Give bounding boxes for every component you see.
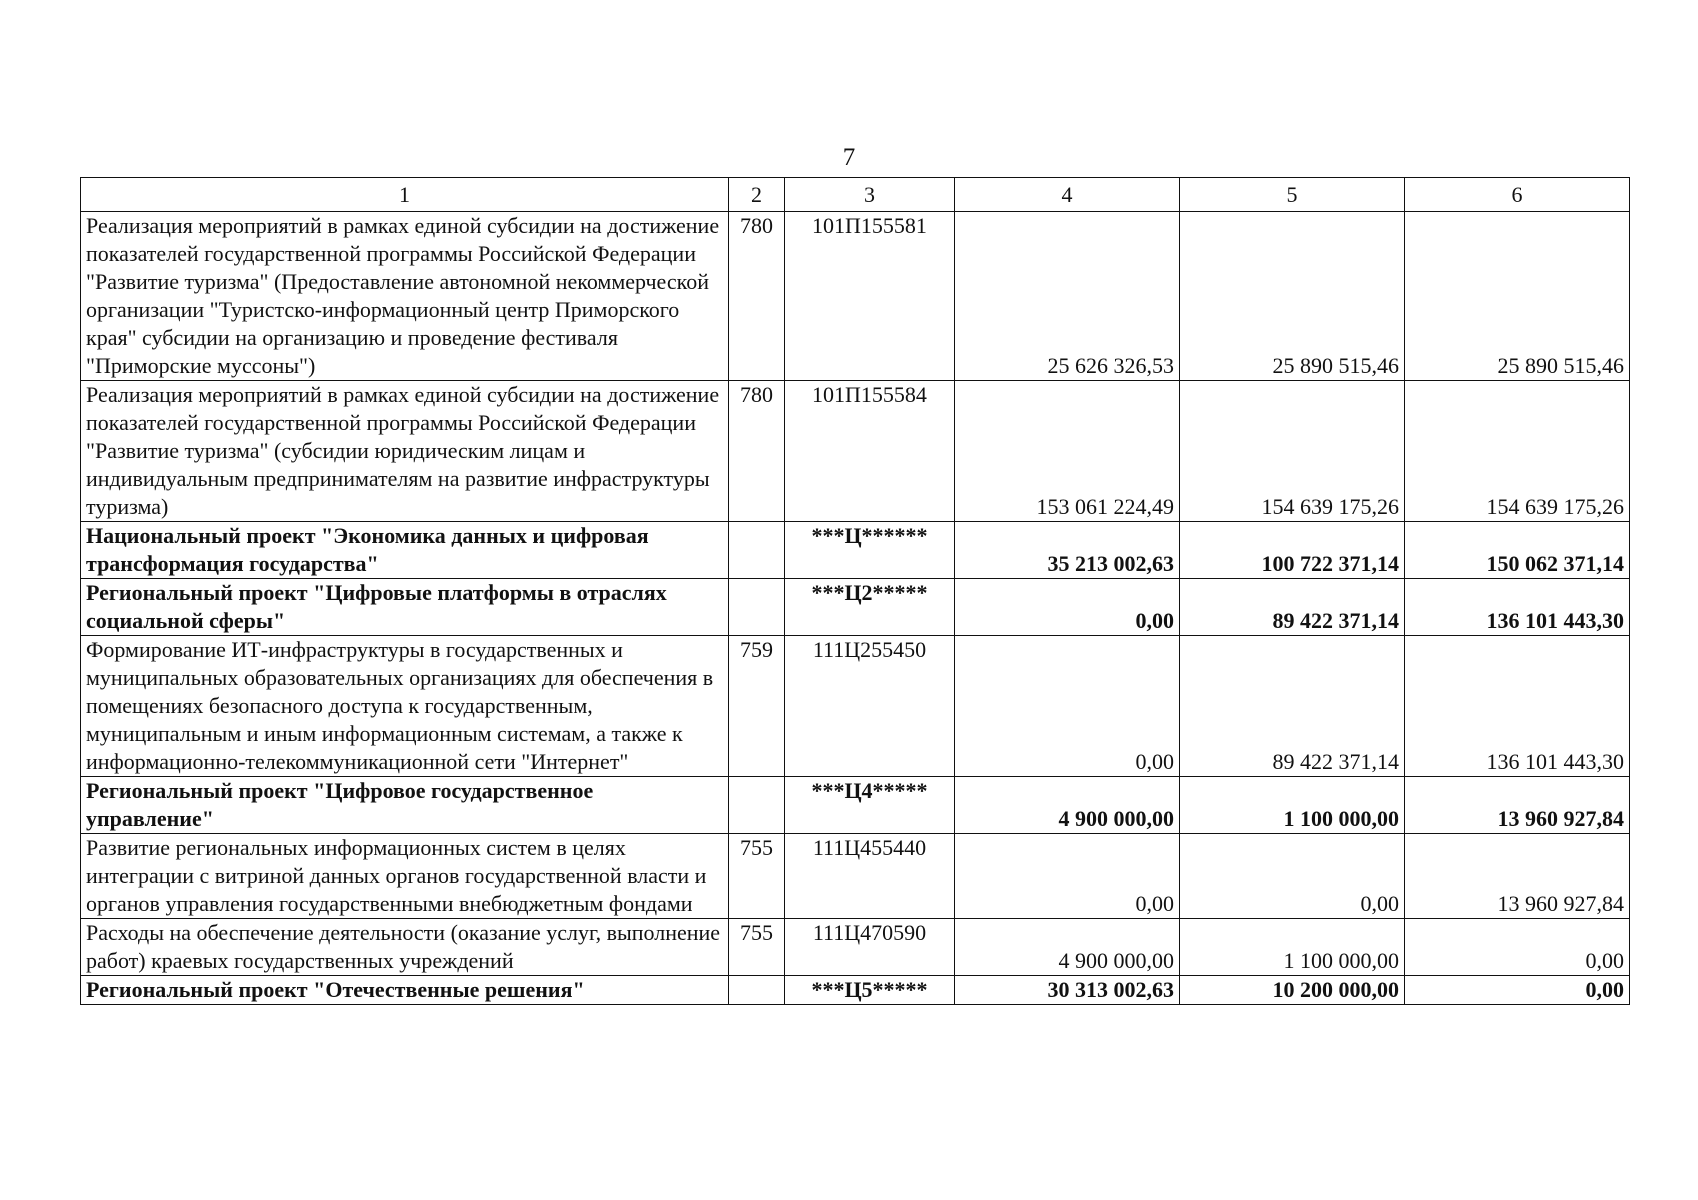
row-amount-col5: 89 422 371,14 [1180, 579, 1405, 636]
table-row [81, 919, 1630, 976]
row-amount-col4: 4 900 000,00 [955, 919, 1180, 976]
row-amount-col6: 150 062 371,14 [1405, 522, 1630, 579]
row-amount-col4: 153 061 224,49 [955, 381, 1180, 522]
row-target-article: 111Ц470590 [785, 919, 955, 976]
row-amount-col4: 0,00 [955, 636, 1180, 777]
row-amount-col4: 30 313 002,63 [955, 976, 1180, 1005]
row-amount-col4: 25 626 326,53 [955, 212, 1180, 381]
row-amount-col6: 0,00 [1405, 976, 1630, 1005]
table-row [81, 777, 1630, 834]
table-row [81, 522, 1630, 579]
row-code: 755 [729, 834, 785, 919]
row-amount-col5: 10 200 000,00 [1180, 976, 1405, 1005]
row-amount-col6: 154 639 175,26 [1405, 381, 1630, 522]
row-code [729, 579, 785, 636]
row-name: Региональный проект "Цифровое государственное управление" [81, 777, 729, 834]
row-code [729, 522, 785, 579]
row-amount-col5: 1 100 000,00 [1180, 777, 1405, 834]
row-amount-col5: 25 890 515,46 [1180, 212, 1405, 381]
row-amount-col6: 25 890 515,46 [1405, 212, 1630, 381]
row-name: Развитие региональных информационных систем в целях интеграции с витриной данных органов государственной власти и органов управления государственными внебюджетным фондами [81, 834, 729, 919]
row-amount-col6: 136 101 443,30 [1405, 579, 1630, 636]
table-row [81, 381, 1630, 522]
row-amount-col6: 13 960 927,84 [1405, 834, 1630, 919]
row-amount-col5: 154 639 175,26 [1180, 381, 1405, 522]
row-name: Региональный проект "Цифровые платформы в отраслях социальной сферы" [81, 579, 729, 636]
column-header-6: 6 [1405, 178, 1630, 212]
row-amount-col6: 13 960 927,84 [1405, 777, 1630, 834]
column-header-5: 5 [1180, 178, 1405, 212]
table-row [81, 212, 1630, 381]
row-target-article: 111Ц255450 [785, 636, 955, 777]
row-name: Национальный проект "Экономика данных и цифровая трансформация государства" [81, 522, 729, 579]
column-number-row [81, 178, 1630, 212]
table-row [81, 834, 1630, 919]
row-code: 780 [729, 212, 785, 381]
row-amount-col4: 0,00 [955, 834, 1180, 919]
row-amount-col4: 4 900 000,00 [955, 777, 1180, 834]
row-target-article: ***Ц5***** [785, 976, 955, 1005]
table-row [81, 636, 1630, 777]
row-code [729, 777, 785, 834]
row-target-article: 101П155584 [785, 381, 955, 522]
column-header-3: 3 [785, 178, 955, 212]
row-target-article: 101П155581 [785, 212, 955, 381]
row-name: Региональный проект "Отечественные решения" [81, 976, 729, 1005]
row-amount-col6: 136 101 443,30 [1405, 636, 1630, 777]
row-name: Формирование ИТ-инфраструктуры в государственных и муниципальных образовательных организациях для обеспечения в помещениях безопасного доступа к государственным, муниципальным и иным информационным системам, а также к информационно-телекоммуникационной сети "Интернет" [81, 636, 729, 777]
row-name: Расходы на обеспечение деятельности (оказание услуг, выполнение работ) краевых государственных учреждений [81, 919, 729, 976]
column-header-1: 1 [81, 178, 729, 212]
row-code [729, 976, 785, 1005]
row-amount-col4: 0,00 [955, 579, 1180, 636]
row-amount-col5: 1 100 000,00 [1180, 919, 1405, 976]
row-code: 759 [729, 636, 785, 777]
row-target-article: 111Ц455440 [785, 834, 955, 919]
page-number: 7 [842, 144, 856, 171]
row-target-article: ***Ц2***** [785, 579, 955, 636]
row-code: 755 [729, 919, 785, 976]
table-row [81, 579, 1630, 636]
row-name: Реализация мероприятий в рамках единой субсидии на достижение показателей государственной программы Российской Федерации "Развитие туризма" (субсидии юридическим лицам и индивидуальным предпринимателям на развитие инфраструктуры туризма) [81, 381, 729, 522]
row-amount-col4: 35 213 002,63 [955, 522, 1180, 579]
row-target-article: ***Ц4***** [785, 777, 955, 834]
row-code: 780 [729, 381, 785, 522]
row-target-article: ***Ц****** [785, 522, 955, 579]
row-amount-col5: 100 722 371,14 [1180, 522, 1405, 579]
budget-table [80, 177, 1630, 1005]
row-name: Реализация мероприятий в рамках единой субсидии на достижение показателей государственной программы Российской Федерации "Развитие туризма" (Предоставление автономной некоммерческой организации "Туристско-информационный центр Приморского края" субсидии на организацию и проведение фестиваля "Приморские муссоны") [81, 212, 729, 381]
row-amount-col5: 0,00 [1180, 834, 1405, 919]
table-row [81, 976, 1630, 1005]
table-body [81, 212, 1630, 1005]
column-header-2: 2 [729, 178, 785, 212]
column-header-4: 4 [955, 178, 1180, 212]
row-amount-col5: 89 422 371,14 [1180, 636, 1405, 777]
row-amount-col6: 0,00 [1405, 919, 1630, 976]
